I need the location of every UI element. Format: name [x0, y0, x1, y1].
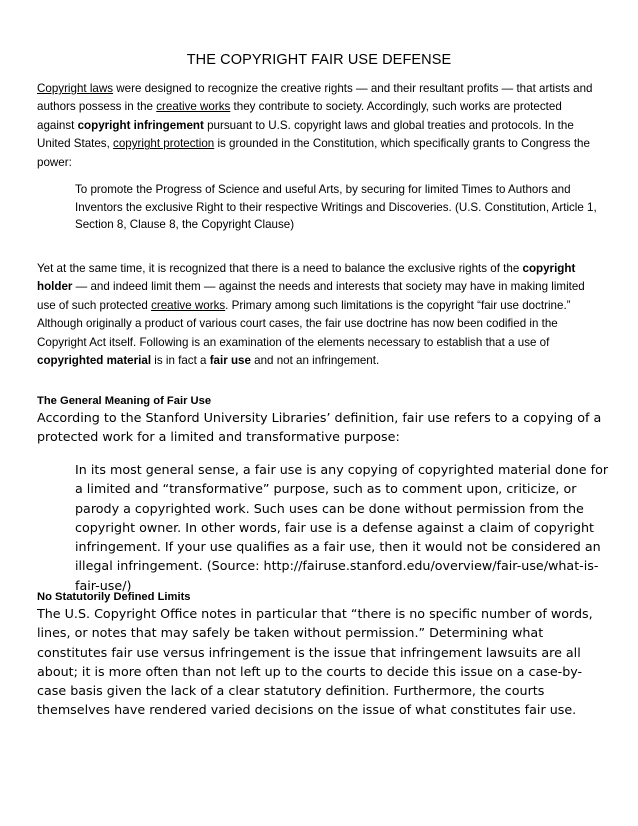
constitution-quote: To promote the Progress of Science and useful Arts, by securing for limited Times to Authors and Inventors the exclusive Right to their respective Writings and Discoveries. (U.S. Constitution, Article 1, Section 8, Clause 8, the Copyright Clause) [75, 183, 597, 232]
balance-text-2: — and indeed limit them — against the needs and interests that society may have in making limited use of such protected [37, 280, 585, 312]
fair-use-definition-intro: According to the Stanford University Libraries’ definition, fair use refers to a copying of a protected work for a limited and transformative purpose: [37, 410, 602, 445]
creative-works-link[interactable]: creative works [156, 100, 231, 114]
balance-paragraph [37, 260, 602, 370]
balance-text-3: . Primary among such limitations is the copyright “fair use doctrine.” Although originally a product of various court cases, the fair use doctrine has now been codified in the Copyright Act itself. Following is an examination of the elements necessary to establish that a use of [37, 298, 571, 349]
no-limits-paragraph: The U.S. Copyright Office notes in particular that “there is no specific number of words, lines, or notes that may safely be taken without permission.” Determining what constitutes fair use versus infringement is the issue that infringement lawsuits are all about; it is more often than not left up to the courts to decide this issue on a case-by-case basis given the lack of a clear statutory definition. Furthermore, the courts themselves have rendered varied decisions on the issue of what constitutes fair use. [37, 606, 593, 718]
section-heading-general-meaning: The General Meaning of Fair Use [37, 395, 212, 407]
intro-paragraph [37, 80, 602, 172]
intro-text-3: pursuant to U.S. copyright laws and global treaties and protocols. In the United States, [37, 118, 574, 151]
copyright-infringement-term: copyright infringement [77, 118, 204, 132]
fair-use-term: fair use [209, 354, 251, 368]
intro-text-2: they contribute to society. Accordingly, such works are protected against [37, 100, 562, 132]
intro-text-1: were designed to recognize the creative rights — and their resultant profits — that artists and authors possess in the [37, 82, 593, 114]
creative-works-link-2[interactable]: creative works [151, 298, 226, 312]
copyright-protection-link[interactable]: copyright protection [113, 137, 215, 151]
page-title: THE COPYRIGHT FAIR USE DEFENSE [186, 52, 452, 68]
balance-text-5: and not an infringement. [250, 354, 380, 368]
intro-text-4: is grounded in the Constitution, which specifically grants to Congress the power: [37, 137, 590, 169]
copyright-holder-term: copyright holder [37, 262, 576, 294]
copyright-laws-link[interactable]: Copyright laws [37, 82, 114, 95]
balance-text-4: is in fact a [151, 354, 210, 368]
balance-text-1: Yet at the same time, it is recognized that there is a need to balance the exclusive rights of the [37, 262, 523, 275]
copyrighted-material-term: copyrighted material [37, 354, 152, 368]
stanford-quote: In its most general sense, a fair use is any copying of copyrighted material done for a limited and “transformative” purpose, such as to comment upon, criticize, or parody a copyrighted work. Such uses can be done without permission from the copyright owner. In other words, fair use is a defense against a claim of copyright infringement. If your use qualifies as a fair use, then it would not be considered an illegal infringement. (Source: http://fairuse.stanford.edu/overview/fair-use/what-is-fair-use/) [75, 462, 609, 593]
section-heading-no-limits: No Statutorily Defined Limits [37, 591, 191, 603]
